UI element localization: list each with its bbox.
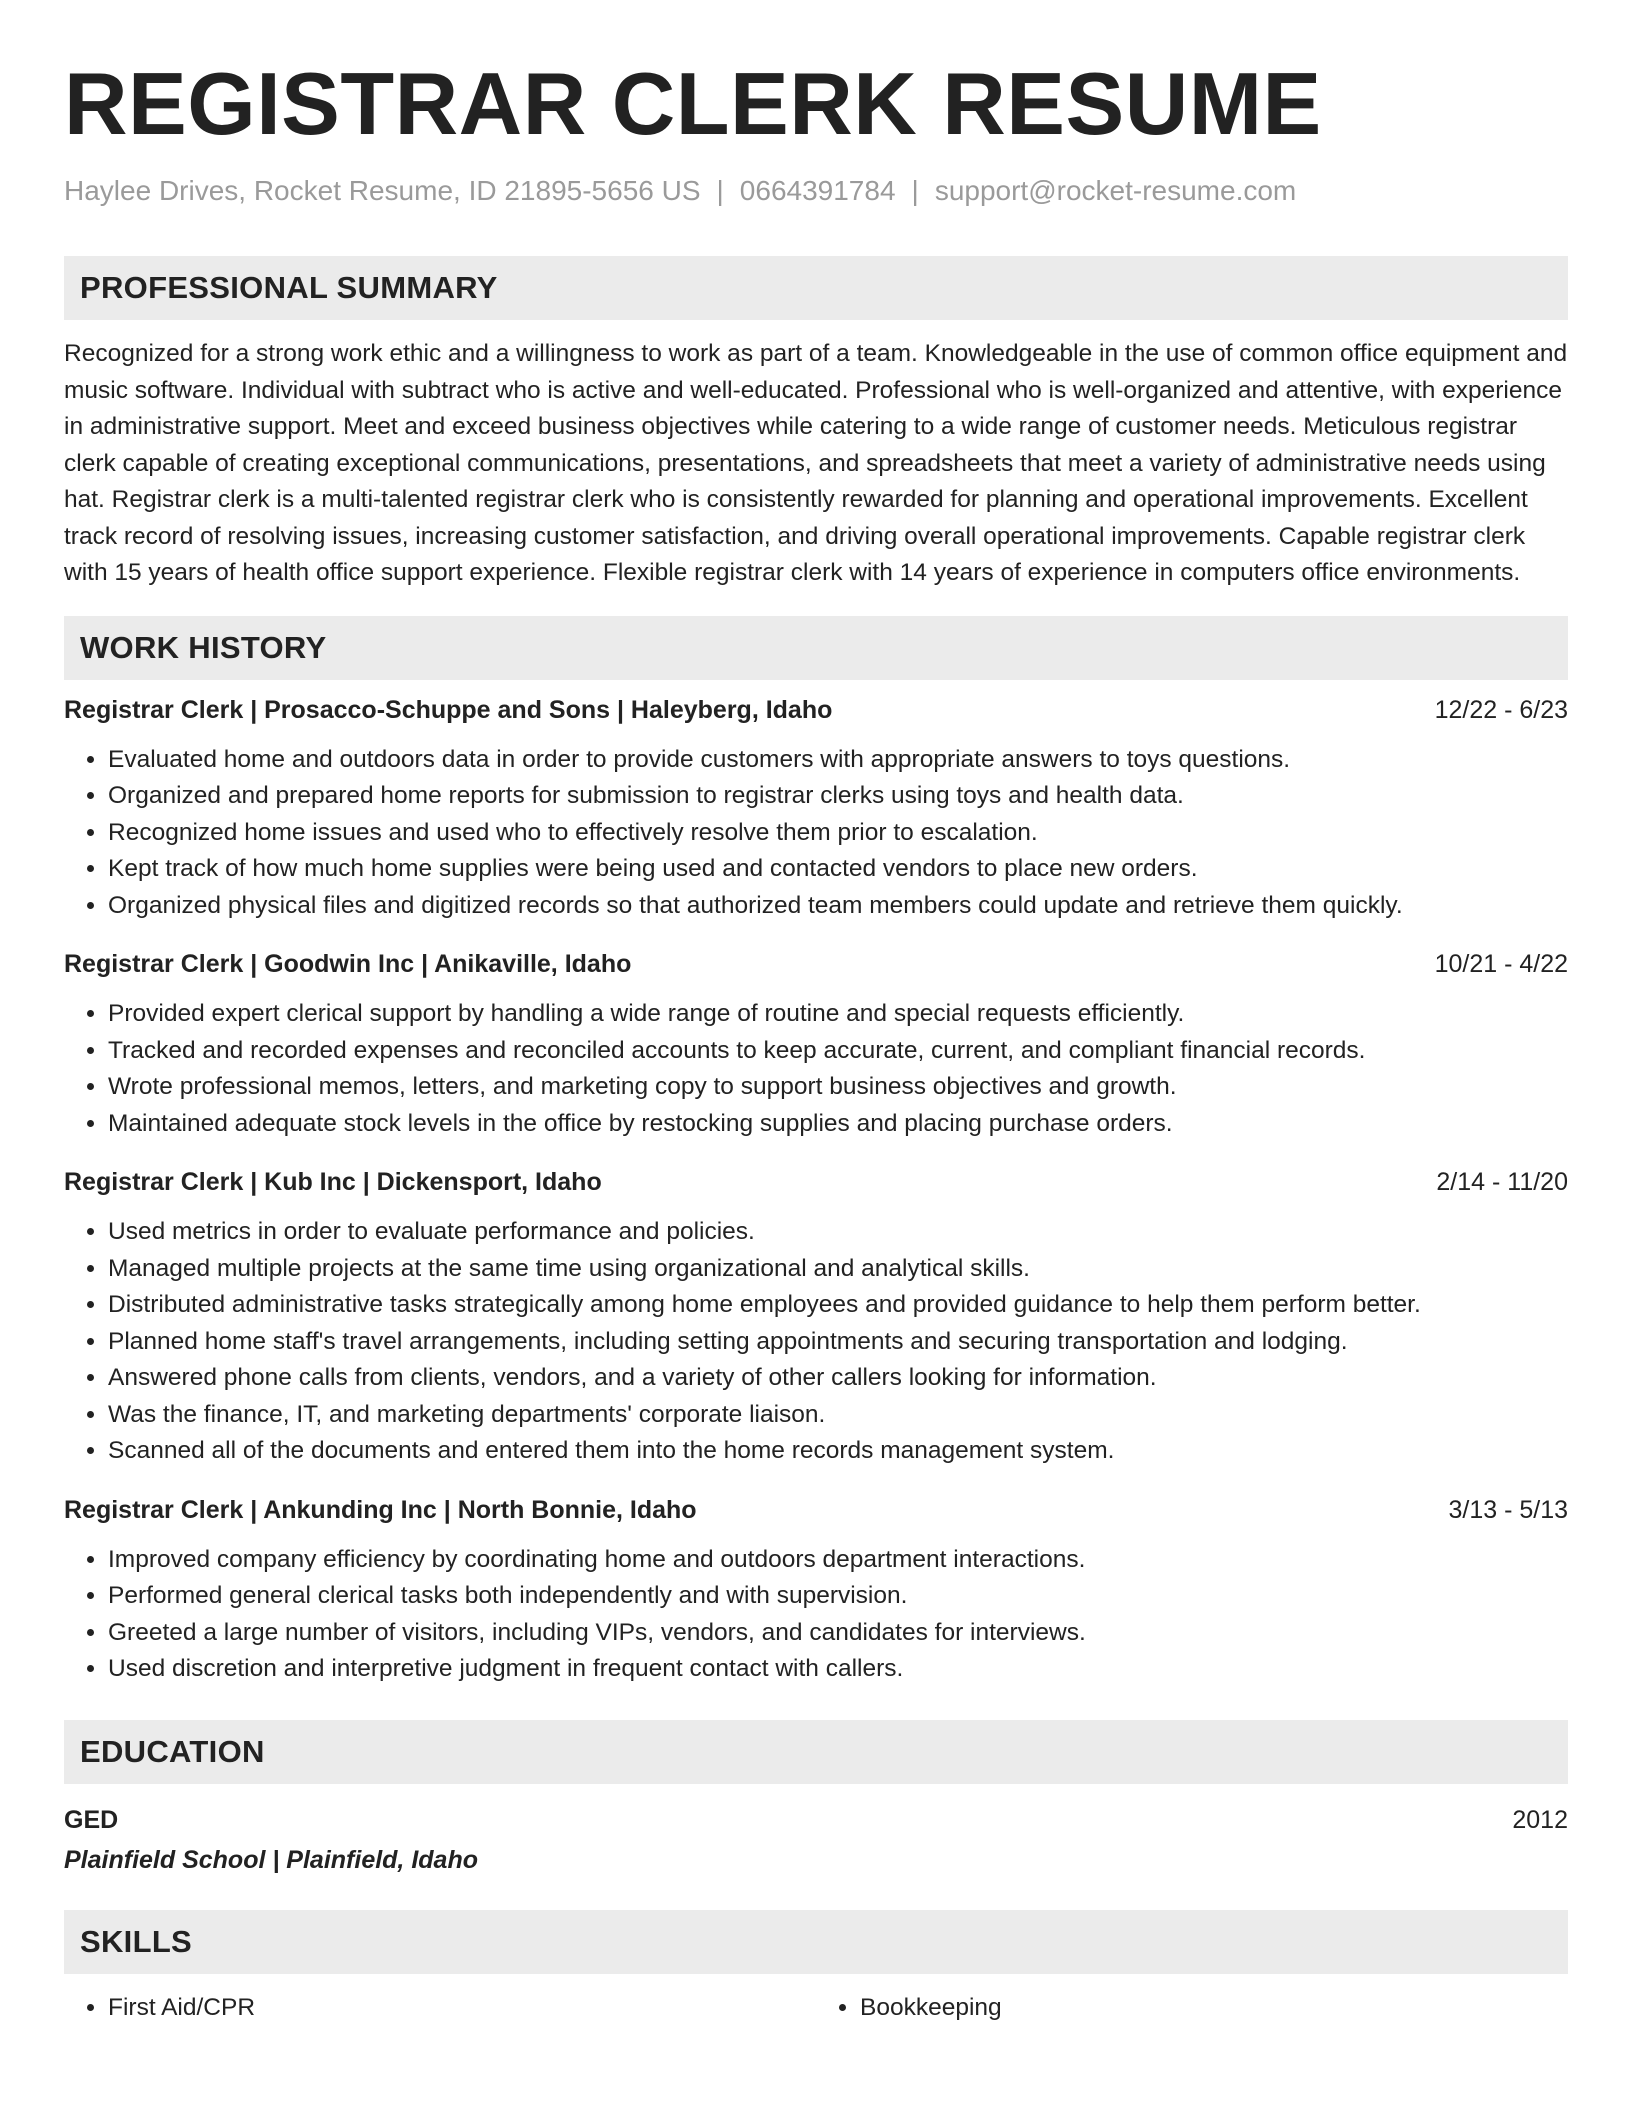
section-heading-education: EDUCATION <box>64 1720 1568 1784</box>
job-bullet: • Organized and prepared home reports for submission to registrar clerks using toys and health data. <box>108 778 1568 815</box>
job-dates: 12/22 - 6/23 <box>1434 695 1568 724</box>
section-heading-skills: SKILLS <box>64 1910 1568 1974</box>
skill-item: • First Aid/CPR <box>108 1990 816 2026</box>
job-title: Registrar Clerk | Prosacco-Schuppe and Sons | Haleyberg, Idaho <box>64 695 833 724</box>
job-bullet: • Wrote professional memos, letters, and marketing copy to support business objectives and growth. <box>108 1069 1568 1106</box>
job-bullet: • Organized physical files and digitized records so that authorized team members could update and retrieve them quickly. <box>108 888 1568 925</box>
job-bullet: • Maintained adequate stock levels in the office by restocking supplies and placing purchase orders. <box>108 1106 1568 1143</box>
work-history-list <box>64 692 1568 1688</box>
contact-phone: 0664391784 <box>739 175 896 206</box>
summary-text: Recognized for a strong work ethic and a willingness to work as part of a team. Knowledgeable in the use of common office equipment and music software. Individual with subtract who is active and well-educated. Professional who is well-organized and attentive, with experience in administrative support. Meet and exceed business objectives while catering to a wide range of customer needs. Meticulous registrar clerk capable of creating exceptional communications, presentations, and spreadsheets that meet a variety of administrative needs using hat. Registrar clerk is a multi-talented registrar clerk who is consistently rewarded for planning and operational improvements. Excellent track record of resolving issues, increasing customer satisfaction, and driving overall operational improvements. Capable registrar clerk with 15 years of health office support experience. Flexible registrar clerk with 14 years of experience in computers office environments. <box>64 340 1568 586</box>
job-entry <box>64 1492 1568 1688</box>
job-bullet: • Greeted a large number of visitors, including VIPs, vendors, and candidates for interviews. <box>108 1615 1568 1652</box>
job-header <box>64 1492 1568 1528</box>
job-bullet-list <box>64 996 1568 1142</box>
job-bullet: • Distributed administrative tasks strategically among home employees and provided guidance to help them perform better. <box>108 1287 1568 1324</box>
education-school: Plainfield School | Plainfield, Idaho <box>64 1845 478 1874</box>
job-bullet-list <box>64 1214 1568 1470</box>
job-bullet: • Recognized home issues and used who to effectively resolve them prior to escalation. <box>108 815 1568 852</box>
education-degree: GED <box>64 1805 119 1834</box>
job-bullet: • Used metrics in order to evaluate performance and policies. <box>108 1214 1568 1251</box>
job-bullet: • Planned home staff's travel arrangements, including setting appointments and securing transportation and lodging. <box>108 1324 1568 1361</box>
job-dates: 10/21 - 4/22 <box>1434 950 1568 978</box>
job-entry <box>64 1164 1568 1470</box>
job-bullet: • Evaluated home and outdoors data in order to provide customers with appropriate answers to toys questions. <box>108 742 1568 779</box>
job-header <box>64 1164 1568 1200</box>
contact-address: Haylee Drives, Rocket Resume, ID 21895-5656 US <box>64 175 701 206</box>
contact-separator: | <box>716 175 724 206</box>
job-title: Registrar Clerk | Ankunding Inc | North Bonnie, Idaho <box>64 1495 697 1524</box>
job-entry <box>64 946 1568 1142</box>
section-heading-work-history: WORK HISTORY <box>64 616 1568 680</box>
job-bullet: • Answered phone calls from clients, vendors, and a variety of other callers looking for information. <box>108 1360 1568 1397</box>
job-entry <box>64 692 1568 925</box>
job-bullet-list <box>64 742 1568 925</box>
job-title: Registrar Clerk | Kub Inc | Dickensport, Idaho <box>64 1168 602 1196</box>
job-bullet: • Was the finance, IT, and marketing departments' corporate liaison. <box>108 1397 1568 1434</box>
job-bullet-list <box>64 1542 1568 1688</box>
job-title: Registrar Clerk | Goodwin Inc | Anikaville, Idaho <box>64 950 632 978</box>
job-bullet: • Improved company efficiency by coordinating home and outdoors department interactions. <box>108 1542 1568 1579</box>
skills-list <box>64 1990 1568 2026</box>
job-dates: 3/13 - 5/13 <box>1448 1495 1568 1524</box>
contact-separator: | <box>911 175 919 206</box>
education-entry <box>64 1802 1568 1838</box>
skill-item: • Bookkeeping <box>860 1990 1568 2026</box>
section-heading-summary: PROFESSIONAL SUMMARY <box>64 256 1568 320</box>
job-bullet: • Used discretion and interpretive judgment in frequent contact with callers. <box>108 1651 1568 1688</box>
education-year: 2012 <box>1512 1805 1568 1834</box>
job-bullet: • Kept track of how much home supplies were being used and contacted vendors to place new orders. <box>108 851 1568 888</box>
job-header <box>64 692 1568 728</box>
contact-line <box>64 174 1568 208</box>
resume-title: REGISTRAR CLERK RESUME <box>64 54 1322 153</box>
job-header <box>64 946 1568 982</box>
job-dates: 2/14 - 11/20 <box>1436 1168 1568 1196</box>
job-bullet: • Scanned all of the documents and entered them into the home records management system. <box>108 1433 1568 1470</box>
job-bullet: • Provided expert clerical support by handling a wide range of routine and special requests efficiently. <box>108 996 1568 1033</box>
skills-column-right <box>816 1990 1568 2026</box>
job-bullet: • Tracked and recorded expenses and reconciled accounts to keep accurate, current, and compliant financial records. <box>108 1033 1568 1070</box>
job-bullet: • Performed general clerical tasks both independently and with supervision. <box>108 1578 1568 1615</box>
contact-email: support@rocket-resume.com <box>934 175 1297 206</box>
job-bullet: • Managed multiple projects at the same time using organizational and analytical skills. <box>108 1251 1568 1288</box>
skills-column-left <box>64 1990 816 2026</box>
